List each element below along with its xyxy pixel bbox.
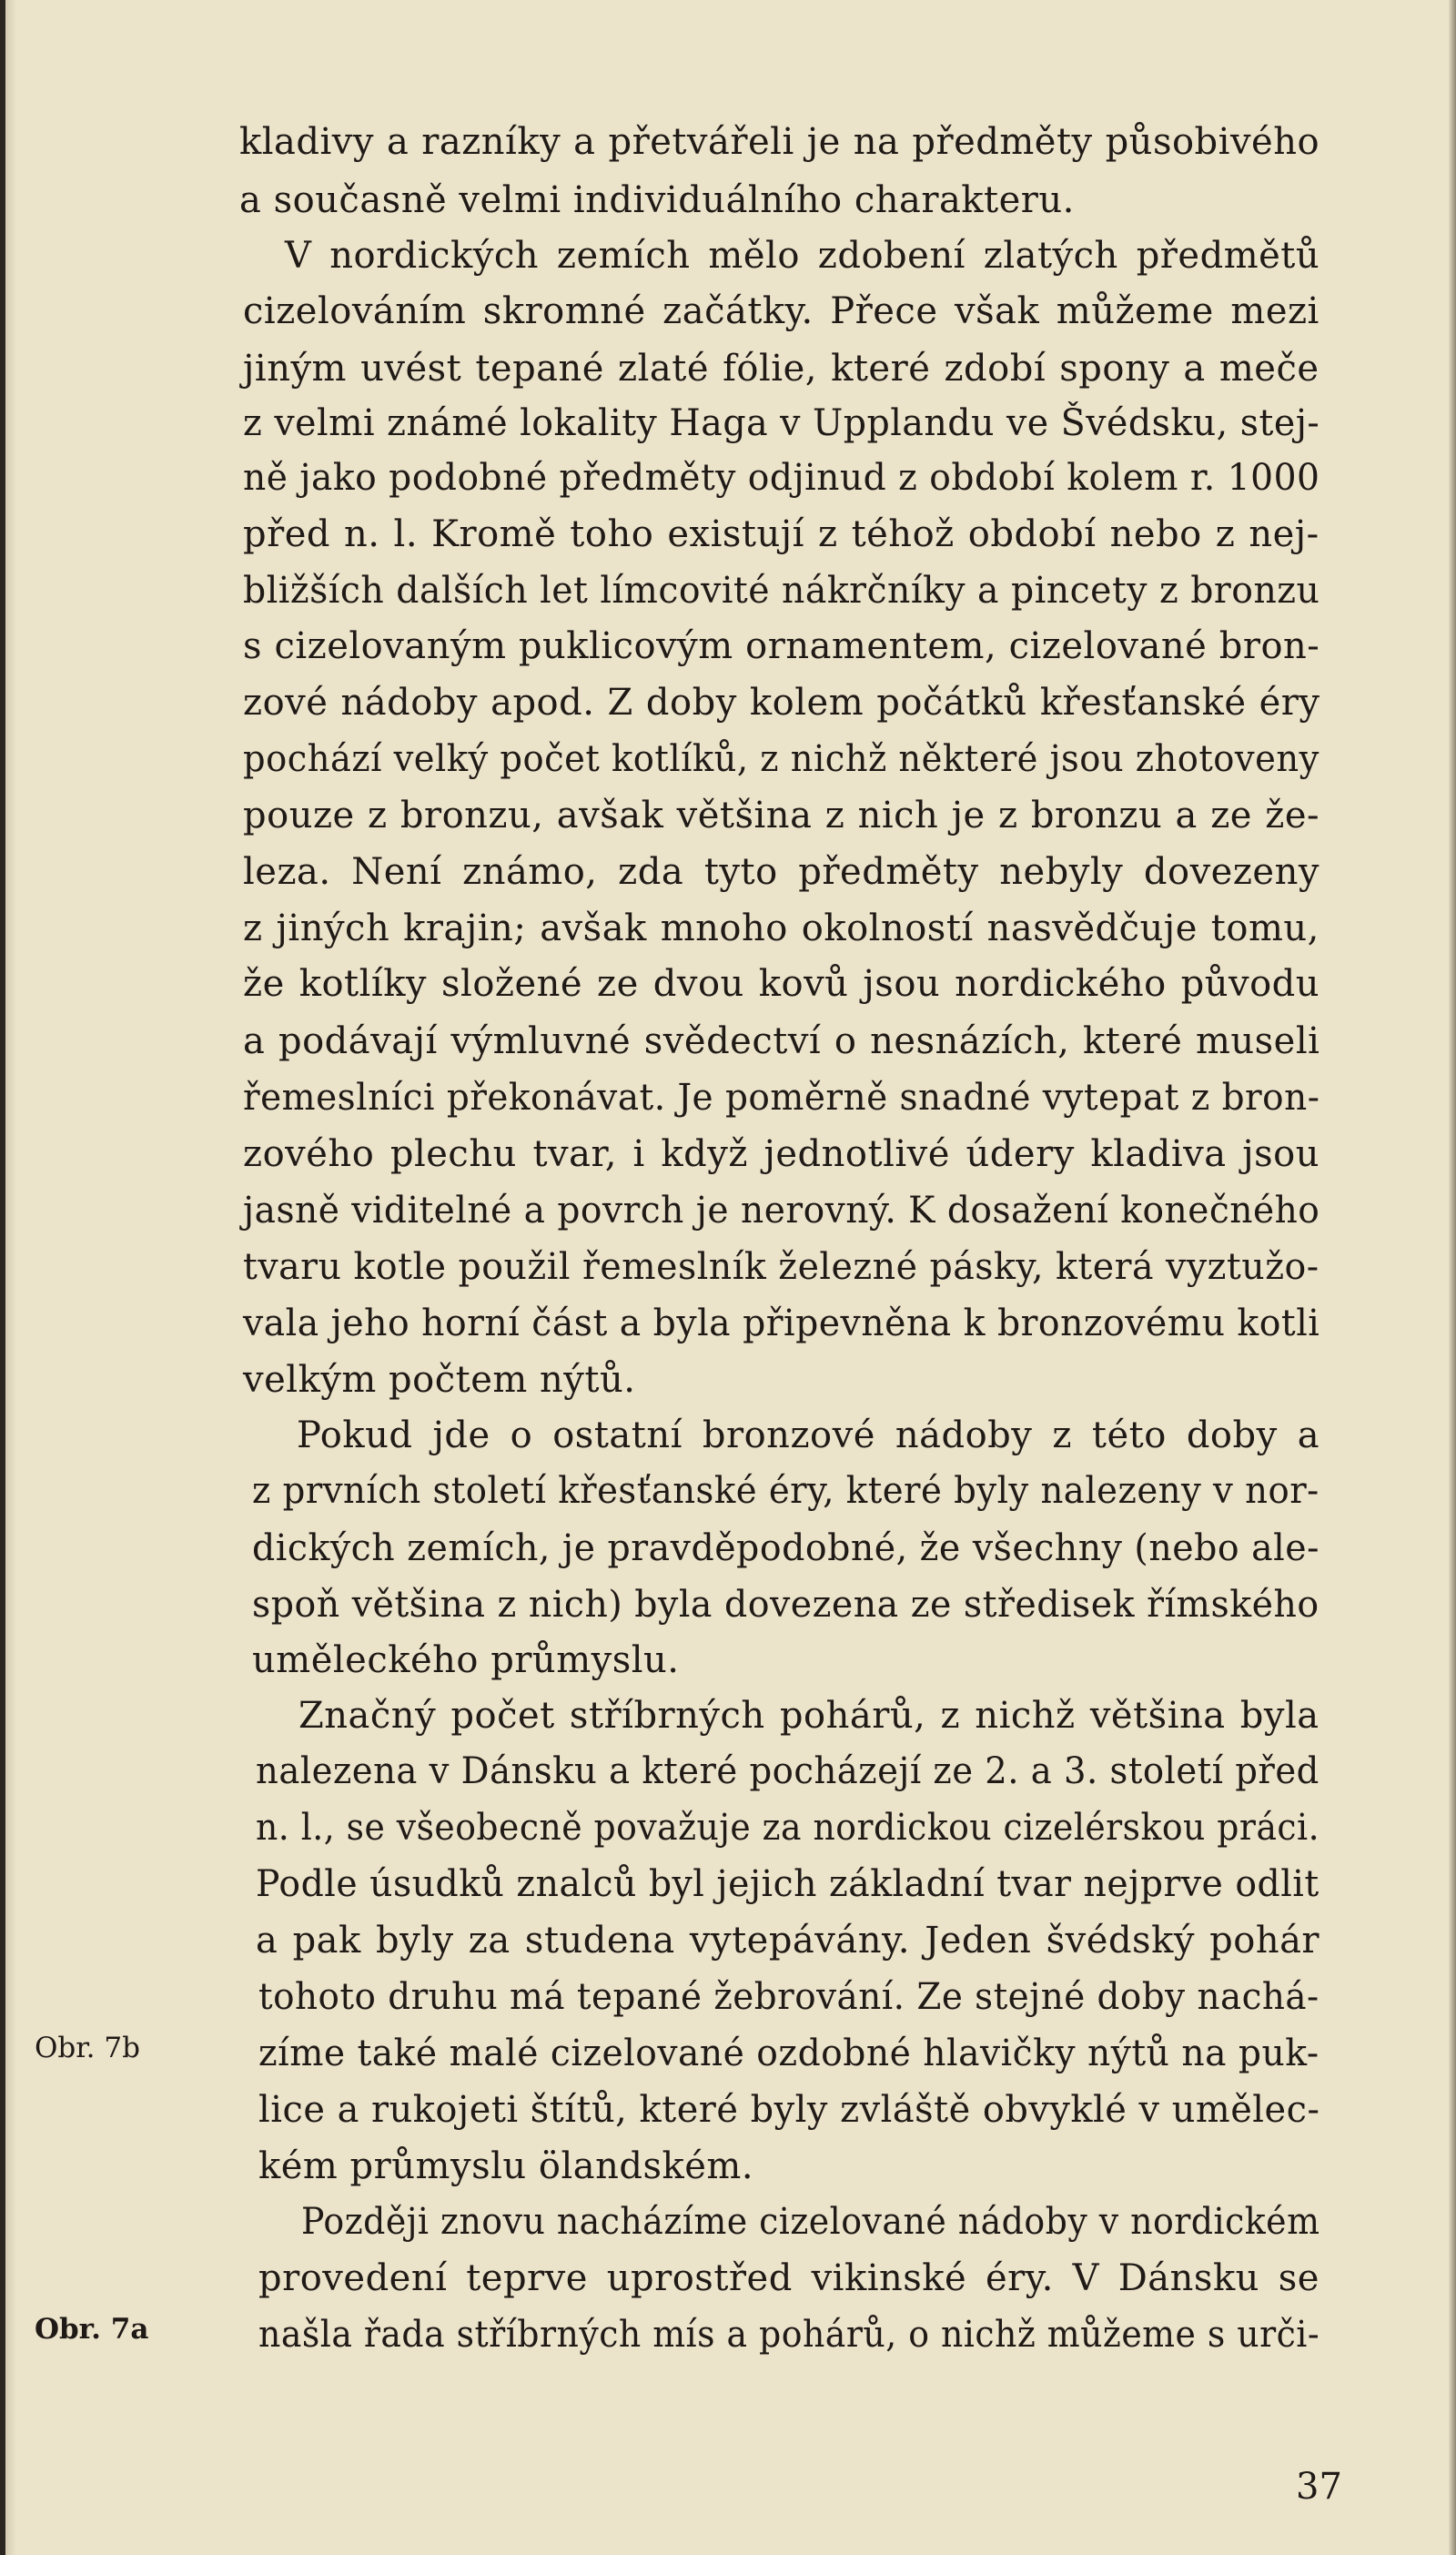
- text-line: uměleckého průmyslu.: [252, 1639, 680, 1681]
- text-line: ně jako podobné předměty odjinud z období kolem r. 1000: [243, 457, 1320, 499]
- text-line: a pak byly za studena vytepávány. Jeden švédský pohár: [256, 1920, 1320, 1962]
- figure-reference-7a: Obr. 7a: [35, 2313, 149, 2346]
- text-line: spoň většina z nich) byla dovezena ze středisek římského: [252, 1584, 1320, 1626]
- text-line: zíme také malé cizelované ozdobné hlavičky nýtů na puk-: [258, 2033, 1320, 2074]
- text-line: z jiných krajin; avšak mnoho okolností nasvědčuje tomu,: [243, 907, 1320, 949]
- text-line: nalezena v Dánsku a které pocházejí ze 2. a 3. století před: [256, 1750, 1320, 1792]
- text-line: zového plechu tvar, i když jednotlivé údery kladiva jsou: [243, 1133, 1320, 1175]
- text-line: pochází velký počet kotlíků, z nichž některé jsou zhotoveny: [243, 738, 1320, 780]
- text-line: jiným uvést tepané zlaté fólie, které zdobí spony a meče: [243, 348, 1320, 390]
- text-line: lice a rukojeti štítů, které byly zvláště obvyklé v umělec-: [258, 2089, 1320, 2131]
- text-line: V nordických zemích mělo zdobení zlatých předmětů: [285, 235, 1320, 277]
- text-line: dických zemích, je pravděpodobné, že všechny (nebo ale-: [252, 1527, 1320, 1569]
- text-line: kladivy a razníky a přetvářeli je na předměty působivého: [239, 121, 1320, 163]
- text-line: našla řada stříbrných mís a pohárů, o nichž můžeme s urči-: [258, 2314, 1320, 2356]
- text-line: před n. l. Kromě toho existují z téhož období nebo z nej-: [243, 513, 1320, 555]
- text-line: z prvních století křesťanské éry, které byly nalezeny v nor-: [252, 1470, 1320, 1512]
- text-line: Podle úsudků znalců byl jejich základní tvar nejprve odlit: [256, 1863, 1320, 1905]
- text-line: že kotlíky složené ze dvou kovů jsou nordického původu: [243, 963, 1320, 1005]
- text-line: leza. Není známo, zda tyto předměty nebyly dovezeny: [243, 851, 1320, 893]
- text-line: Pokud jde o ostatní bronzové nádoby z této doby a: [297, 1414, 1320, 1456]
- text-line: vala jeho horní část a byla připevněna k bronzovému kotli: [243, 1303, 1320, 1344]
- text-line: jasně viditelné a povrch je nerovný. K dosažení konečného: [243, 1190, 1320, 1232]
- margin-rule: [0, 0, 5, 2555]
- text-line: cizelováním skromné začátky. Přece však můžeme mezi: [243, 290, 1320, 332]
- text-line: a současně velmi individuálního charakteru.: [239, 179, 1075, 221]
- text-line: řemeslníci překonávat. Je poměrně snadné vytepat z bron-: [243, 1077, 1320, 1119]
- page-edge: [1449, 0, 1456, 2555]
- text-line: z velmi známé lokality Haga v Upplandu ve Švédsku, stej-: [243, 402, 1320, 444]
- text-line: kém průmyslu ölandském.: [258, 2145, 754, 2187]
- text-line: Značný počet stříbrných pohárů, z nichž většina byla: [298, 1695, 1320, 1737]
- text-line: tvaru kotle použil řemeslník železné pásky, která vyztužo-: [243, 1246, 1320, 1288]
- text-line: velkým počtem nýtů.: [243, 1359, 636, 1401]
- page-number: 37: [1296, 2466, 1342, 2508]
- figure-reference-7b: Obr. 7b: [35, 2032, 140, 2064]
- text-line: s cizelovaným puklicovým ornamentem, cizelované bron-: [243, 625, 1320, 667]
- text-line: zové nádoby apod. Z doby kolem počátků křesťanské éry: [243, 682, 1320, 724]
- text-line: pouze z bronzu, avšak většina z nich je z bronzu a ze že-: [243, 795, 1320, 836]
- text-line: provedení teprve uprostřed vikinské éry. V Dánsku se: [258, 2257, 1320, 2299]
- text-line: tohoto druhu má tepané žebrování. Ze stejné doby nachá-: [258, 1976, 1320, 2018]
- text-line: bližších dalších let límcovité nákrčníky a pincety z bronzu: [243, 570, 1320, 612]
- text-line: a podávají výmluvné svědectví o nesnázích, které museli: [243, 1020, 1320, 1062]
- text-line: n. l., se všeobecně považuje za nordickou cizelérskou práci.: [256, 1807, 1320, 1849]
- text-line: Později znovu nacházíme cizelované nádoby v nordickém: [301, 2201, 1320, 2243]
